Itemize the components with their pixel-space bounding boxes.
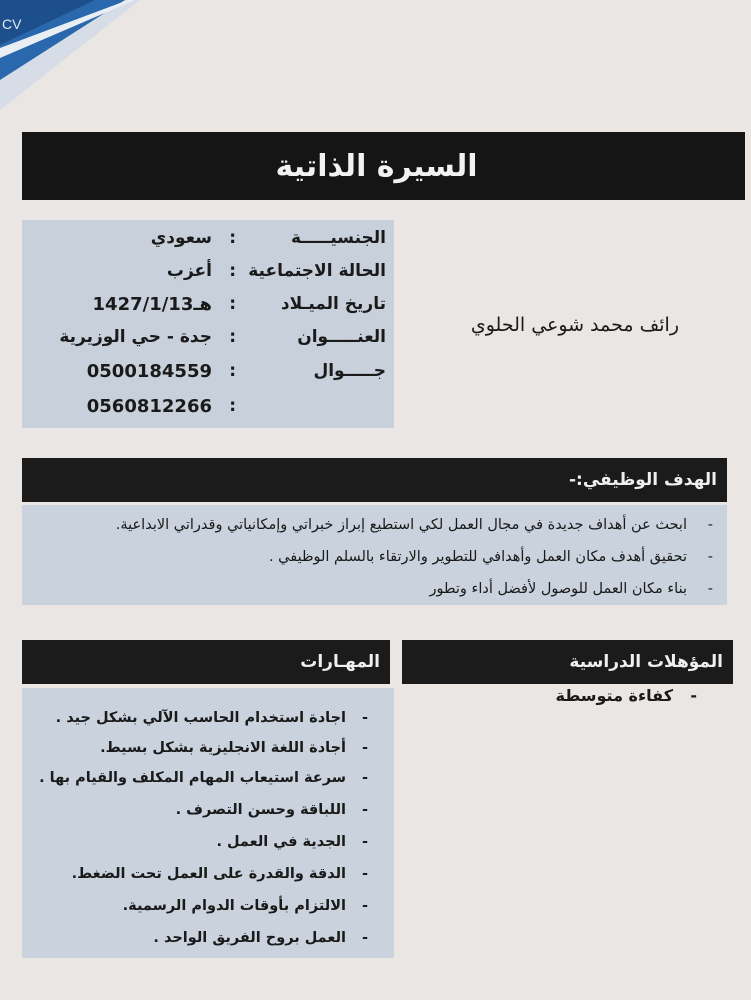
bullet-dash: - [361,866,368,882]
skill-item [123,898,368,914]
info-row-marital-status [22,259,394,289]
bullet-dash: - [361,930,368,946]
info-row-birthdate [22,292,394,322]
info-label: العنـــــوان [297,327,386,347]
bullet-dash: - [707,549,713,565]
goal-heading: الهدف الوظيفي:- [568,470,717,490]
skills-heading: المهـارات [300,652,380,672]
info-value: سعودي [150,228,212,248]
cv-label: CV [2,16,22,32]
skill-item-text: اللباقة وحسن التصرف . [175,802,346,818]
info-colon: : [229,361,236,381]
skill-item [176,802,368,818]
info-colon: : [229,228,236,248]
bullet-dash: - [361,770,368,786]
info-label: جـــــوال [313,361,386,381]
info-value: 0560812266 [86,396,212,417]
title-bar [22,132,745,200]
bullet-dash: - [361,802,368,818]
goal-item-text: تحقيق أهدف مكان العمل وأهدافي للتطوير والارتقاء بالسلم الوظيفي . [268,549,687,565]
info-row-mobile [22,359,394,389]
goal-item [23,517,713,533]
info-row-address [22,325,394,355]
qualifications-header [402,640,733,684]
skill-item-text: سرعة استيعاب المهام المكلف والقيام بها . [39,770,346,786]
skill-item [56,710,368,726]
info-colon: : [229,327,236,347]
skill-item [72,866,368,882]
goal-box [22,505,727,605]
info-value: جدة - حي الوزيرية [59,327,212,347]
skill-item [153,930,368,946]
bullet-dash: - [707,581,713,597]
info-label: الجنسيـــــة [290,228,386,248]
qualifications-heading: المؤهلات الدراسية [569,652,723,672]
info-value: أعزب [166,261,212,281]
bullet-dash: - [690,686,697,705]
bullet-dash: - [707,517,713,533]
qualification-item [555,686,697,705]
info-row-nationality [22,226,394,256]
info-label: تاريخ الميـلاد [280,294,386,314]
info-label: الحالة الاجتماعية [248,261,386,281]
qualification-item-text: كفاءة متوسطة [555,686,673,705]
full-name: رائف محمد شوعي الحلوي [470,314,679,336]
bullet-dash: - [361,834,368,850]
skills-box [22,688,394,958]
bullet-dash: - [361,740,368,756]
skill-item-text: الدقة والقدرة على العمل تحت الضغط. [71,866,346,882]
goal-item-text: ابحث عن أهداف جديدة في مجال العمل لكي استطيع إبراز خبراتي وإمكانياتي وقدراتي الابداعية. [115,517,687,533]
skill-item-text: العمل بروح الفريق الواحد . [153,930,346,946]
page-title: السيرة الذاتية [275,148,478,184]
skill-item-text: اجادة استخدام الحاسب الآلي بشكل جيد . [55,710,346,726]
goal-header [22,458,727,502]
skill-item [216,834,368,850]
skill-item-text: أجادة اللغة الانجليزية بشكل بسيط. [100,740,346,756]
goal-item [23,581,713,597]
skill-item-text: الالتزام بأوقات الدوام الرسمية. [122,898,346,914]
bullet-dash: - [361,710,368,726]
skill-item-text: الجدية في العمل . [216,834,346,850]
goal-item [23,549,713,565]
info-colon: : [229,261,236,281]
goal-item-text: بناء مكان العمل للوصول لأفضل أداء وتطور [429,581,687,597]
skill-item [100,740,368,756]
info-colon: : [229,396,236,416]
personal-info-box [22,220,394,428]
bullet-dash: - [361,898,368,914]
info-value: 0500184559 [86,361,212,382]
skill-item [39,770,368,786]
info-colon: : [229,294,236,314]
skills-header [22,640,390,684]
info-value: 1427/1/13هـ [92,294,212,315]
info-row-mobile-2 [22,394,394,424]
